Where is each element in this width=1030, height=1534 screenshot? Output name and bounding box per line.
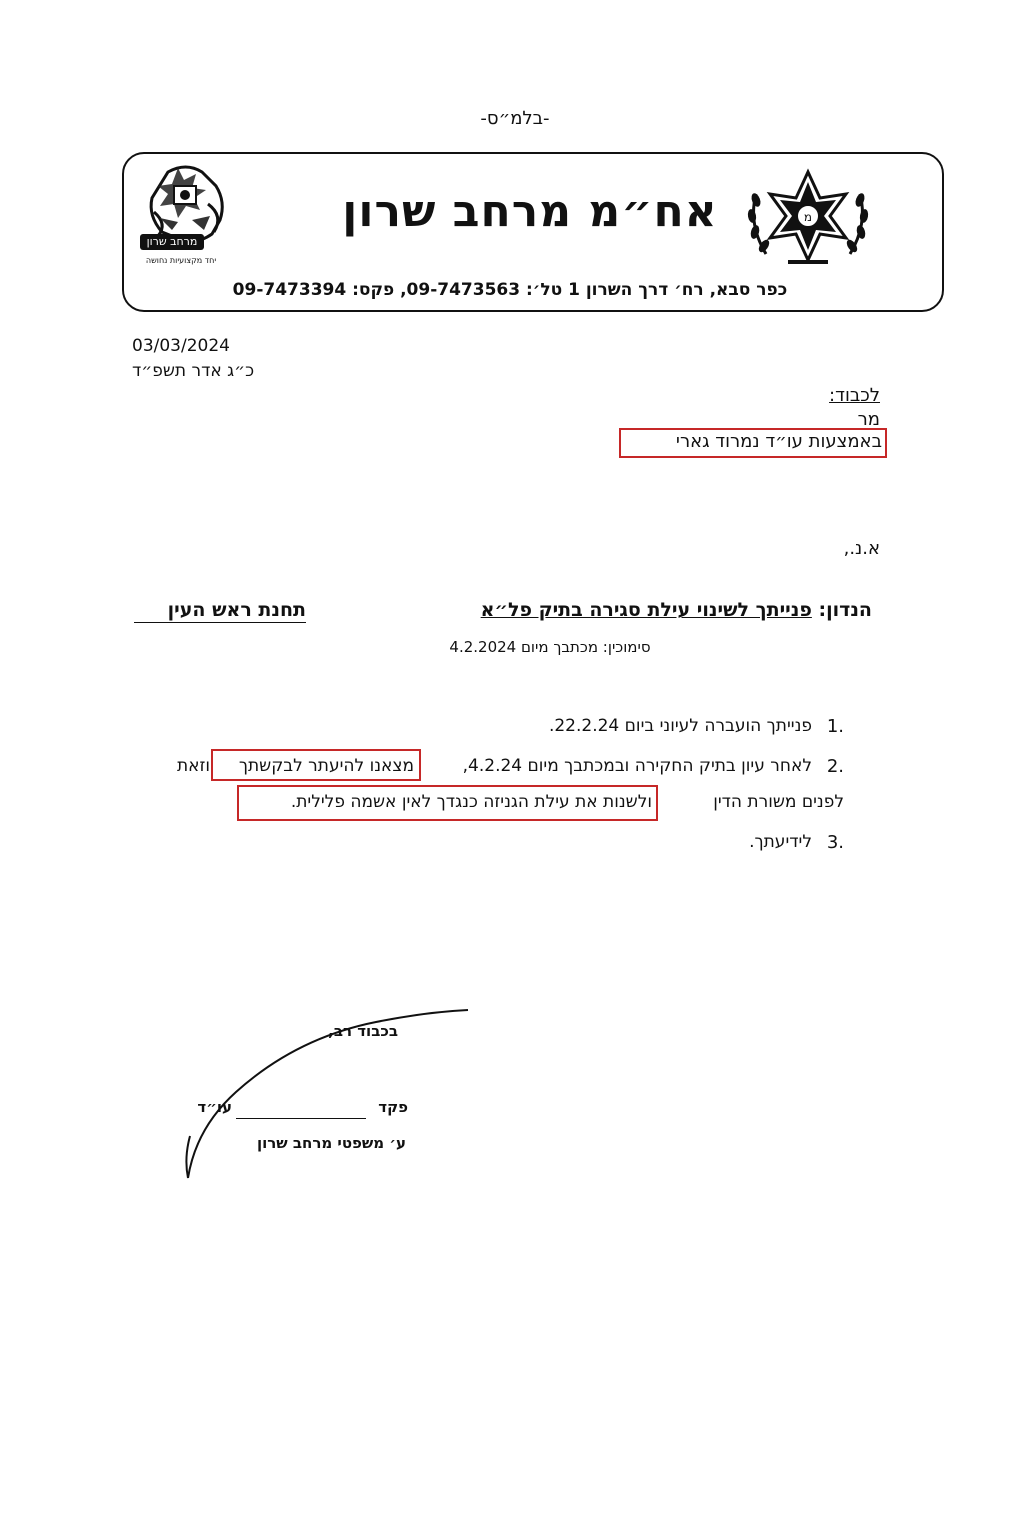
emblem-banner-top: מרחב שרון: [140, 234, 204, 250]
item-1-number: 1.: [826, 716, 844, 737]
signature-rank: פקד: [378, 1098, 408, 1116]
signature-role: ע׳ משפטי מרחב שרון: [256, 1134, 406, 1152]
subject-prefix: הנדון:: [818, 599, 872, 621]
item-3-number: 3.: [826, 832, 844, 853]
item-2-text-b: וזאת: [176, 756, 210, 776]
signature-lawyer: עו״ד: [197, 1098, 232, 1116]
subject-station: תחנת ראש העין: [134, 599, 306, 623]
emblem-banner-bottom: יחד מקצועיות נחושה: [145, 256, 217, 265]
subject-line: [481, 599, 872, 621]
item-2-line2-a: לפנים משורת הדין: [713, 792, 844, 812]
letterhead-address: כפר סבא, רח׳ דרך השרון 1 טל׳: 09-7473563, פקס: 09-7473394: [232, 280, 788, 300]
item-3-text: לידיעתך.: [749, 832, 812, 852]
item-2-text-a: לאחר עיון בתיק החקירה ובמכתבך מיום 4.2.24,: [462, 756, 812, 776]
classification-label: -בלמ״ס-: [480, 108, 550, 129]
subject-text: פנייתך לשינוי עילת סגירה בתיק פל״א: [480, 599, 812, 621]
item-1-text: פנייתך הועברה לעיוני ביום 22.2.24.: [548, 716, 812, 736]
svg-text:מ: מ: [803, 210, 813, 224]
police-emblem: [742, 164, 874, 272]
date-gregorian: 03/03/2024: [132, 336, 230, 356]
letterhead-title: אח״מ מרחב שרון: [342, 186, 718, 237]
recipient-honorific: לכבוד:: [829, 385, 880, 406]
recipient-via: באמצעות עו״ד נמרוד גארי: [675, 431, 882, 452]
item-2-highlight-b: ולשנות את עילת הגניזה כנגדך לאין אשמה פלילית.: [290, 792, 652, 812]
closing: בכבוד רב,: [328, 1022, 398, 1040]
item-2-number: 2.: [826, 756, 844, 777]
recipient-title: מר: [857, 409, 880, 430]
date-hebrew: כ״ג אדר תשפ״ד: [132, 361, 255, 381]
police-star-icon: [742, 164, 874, 272]
handwritten-signature: [176, 1008, 476, 1186]
salutation: א.נ.,: [843, 538, 880, 559]
reference-line: סימוכין: מכתבך מיום 4.2.2024: [449, 638, 651, 656]
item-2-highlight-a: מצאנו להיעתר לבקשתך: [238, 756, 414, 776]
